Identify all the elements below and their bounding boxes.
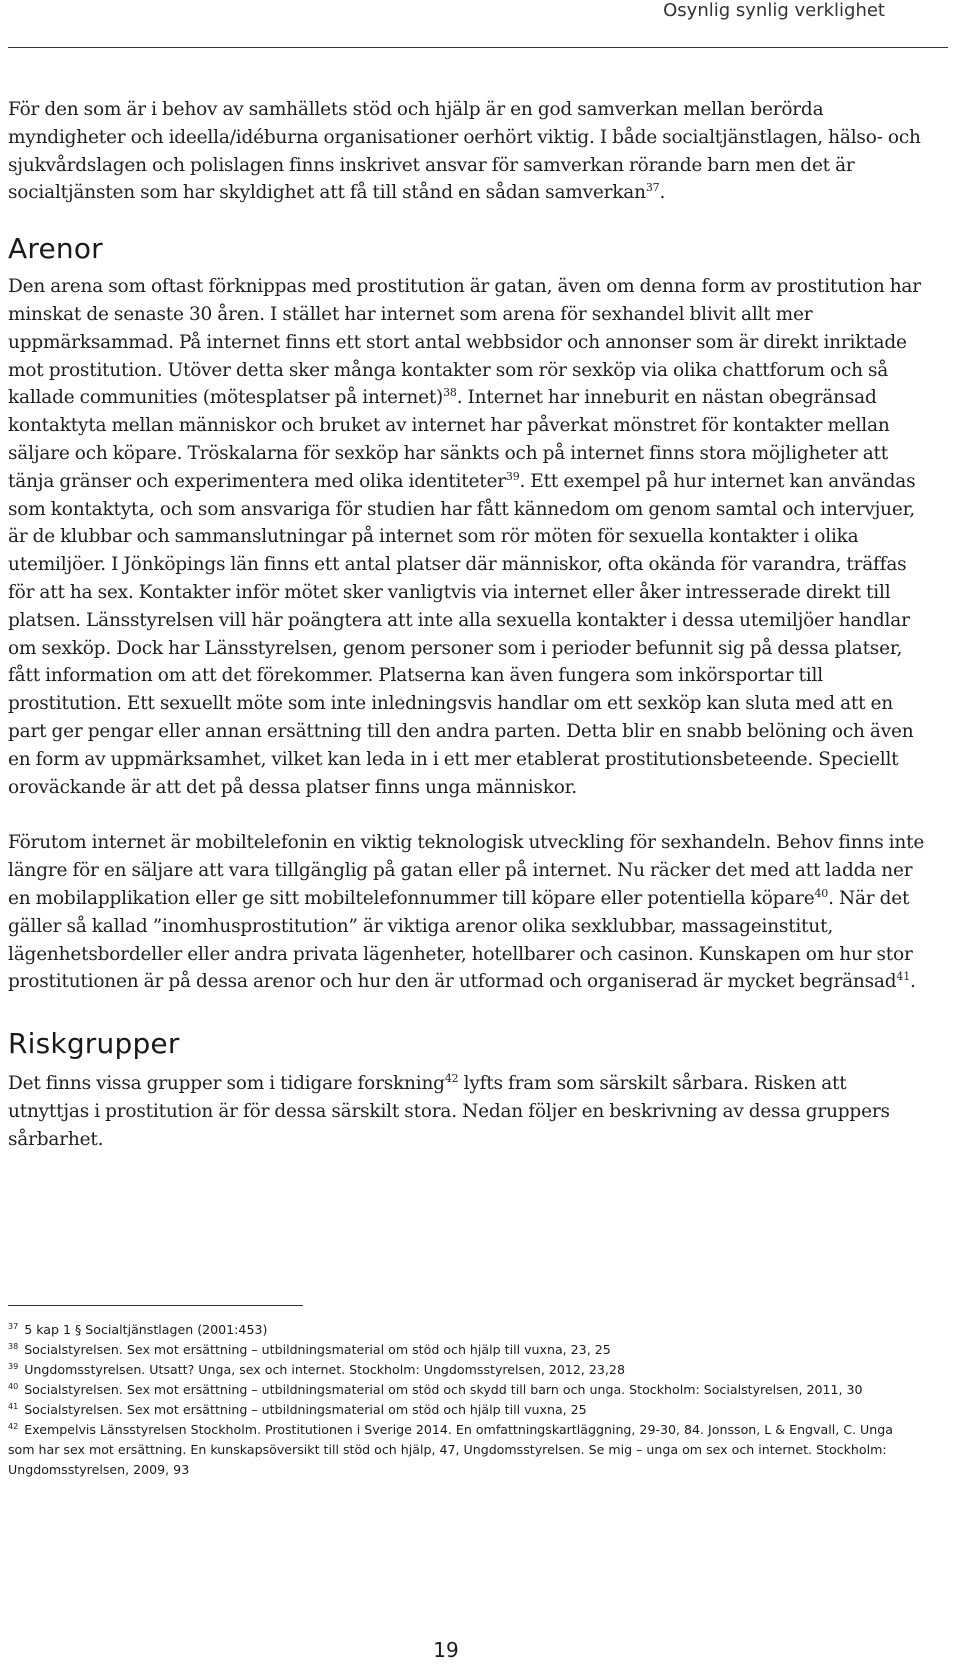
footnote-37	[8, 1320, 908, 1340]
intro-end: .	[659, 182, 666, 204]
footnote-text: Socialstyrelsen. Sex mot ersättning – utbildningsmaterial om stöd och hjälp till vuxna, 23, 25	[24, 1342, 611, 1357]
footnote-number: 38	[8, 1341, 19, 1351]
footnote-ref-39[interactable]: 39	[505, 469, 520, 483]
footnote-ref-38[interactable]: 38	[443, 386, 457, 400]
arenor-text-2: . Internet har inneburit en nästan obegränsad kontaktyta mellan människor och bruket av internet har påverkat mönstret för kontakter mellan säljare och köpare. Tröskalarna för sexköp har sänkts och på internet finns stora möjligheter att tänja gränser och experimentera med olika identiteter	[8, 387, 890, 492]
risk-text-1: Det finns vissa grupper som i tidigare forskning	[8, 1073, 445, 1095]
footnote-number: 37	[8, 1321, 19, 1331]
riskgrupper-paragraph	[8, 1070, 928, 1153]
footnote-ref-37[interactable]: 37	[645, 181, 660, 195]
footnote-40	[8, 1380, 908, 1400]
footnote-text: 5 kap 1 § Socialtjänstlagen (2001:453)	[24, 1322, 268, 1337]
heading-arenor: Arenor	[8, 232, 103, 266]
page-number: 19	[433, 1638, 459, 1662]
footnote-text: Socialstyrelsen. Sex mot ersättning – utbildningsmaterial om stöd och hjälp till vuxna, 25	[24, 1402, 587, 1417]
arenor-paragraph	[8, 273, 928, 801]
footnote-number: 39	[8, 1361, 19, 1371]
running-header: Osynlig synlig verklighet	[663, 0, 885, 21]
forutom-paragraph	[8, 829, 928, 996]
intro-text: För den som är i behov av samhällets stöd och hjälp är en god samverkan mellan berörda myndigheter och ideella/idéburna organisationer oerhört viktig. I både socialtjänstlagen, hälso- och sjukvårdslagen och polislagen finns inskrivet ansvar för samverkan rörande barn men det är socialtjänsten som har skyldighet att få till stånd en sådan samverkan	[8, 99, 921, 204]
footnote-42	[8, 1420, 908, 1480]
heading-riskgrupper: Riskgrupper	[8, 1027, 180, 1061]
body-content	[8, 96, 928, 1154]
footnote-text: Exempelvis Länsstyrelsen Stockholm. Prostitutionen i Sverige 2014. En omfattningskartläggning, 29-30, 84. Jonsson, L & Engvall, C. Unga som har sex mot ersättning. En kunskapsöversikt till stöd och hjälp, 47, Ungdomsstyrelsen. Se mig – unga om sex och internet. Stockholm: Ungdomsstyrelsen, 2009, 93	[8, 1422, 893, 1477]
footnote-number: 41	[8, 1401, 19, 1411]
footnote-text: Ungdomsstyrelsen. Utsatt? Unga, sex och internet. Stockholm: Ungdomsstyrelsen, 2012, 23,28	[24, 1362, 625, 1377]
forutom-text-2: . När det gäller så kallad ”inomhusprostitution” är viktiga arenor olika sexklubbar, massageinstitut, lägenhetsbordeller eller andra privata lägenheter, hotellbarer och casinon. Kunskapen om hur stor prostitutionen är på dessa arenor och hur den är utformad och organiserad är mycket begränsad	[8, 887, 913, 993]
footnote-rule	[8, 1305, 303, 1306]
intro-paragraph	[8, 96, 928, 207]
forutom-text-1: Förutom internet är mobiltelefonin en viktig teknologisk utveckling för sexhandeln. Behov finns inte längre för en säljare att vara tillgänglig på gatan eller på internet. Nu räcker det med att ladda ner en mobilapplikation eller ge sitt mobiltelefonnummer till köpare eller potentiella köpare	[8, 832, 925, 909]
footnote-ref-40[interactable]: 40	[814, 886, 829, 900]
header-rule	[8, 47, 948, 48]
footnote-38	[8, 1340, 908, 1360]
footnote-number: 42	[8, 1421, 19, 1431]
risk-text-2: lyfts fram som särskilt sårbara. Risken att utnyttjas i prostitution är för dessa särskilt stora. Nedan följer en beskrivning av dessa gruppers sårbarhet.	[8, 1073, 890, 1150]
footnotes	[8, 1320, 908, 1480]
arenor-text-3: . Ett exempel på hur internet kan användas som kontaktyta, och som ansvariga för studien har fått kännedom om genom samtal och intervjuer, är de klubbar och sammanslutningar på internet som rör möten för sexuella kontakter i olika utemiljöer. I Jönköpings län finns ett antal platser där människor, ofta okända för varandra, träffas för att ha sex. Kontakter inför mötet sker vanligtvis via internet eller åker intresserade direkt till platsen. Länsstyrelsen vill här poängtera att inte alla sexuella kontakter i dessa utemiljöer handlar om sexköp. Dock har Länsstyrelsen, genom personer som i perioder befunnit sig på dessa platser, fått information om att det förekommer. Platserna kan även fungera som inkörsportar till prostitution. Ett sexuellt möte som inte inledningsvis handlar om ett sexköp kan sluta med att en part ger pengar eller annan ersättning till den andra parten. Detta blir en snabb belöning och även en form av uppmärksamhet, vilket kan leda in i ett mer etablerat prostitutionsbeteende. Speciellt oroväckande är att det på dessa platser finns unga människor.	[8, 470, 916, 798]
footnote-ref-41[interactable]: 41	[896, 970, 911, 984]
footnote-41	[8, 1400, 908, 1420]
footnote-39	[8, 1360, 908, 1380]
footnote-ref-42[interactable]: 42	[444, 1071, 459, 1085]
footnote-number: 40	[8, 1381, 19, 1391]
arenor-text-1: Den arena som oftast förknippas med prostitution är gatan, även om denna form av prostitution har minskat de senaste 30 åren. I stället har internet som arena för sexhandel blivit allt mer uppmärksammad. På internet finns ett stort antal webbsidor och annonser som är direkt inriktade mot prostitution. Utöver detta sker många kontakter som rör sexköp via olika chattforum och så kallade communities (mötesplatser på internet)	[8, 276, 921, 409]
forutom-text-3: .	[910, 971, 916, 993]
footnote-text: Socialstyrelsen. Sex mot ersättning – utbildningsmaterial om stöd och skydd till barn och unga. Stockholm: Socialstyrelsen, 2011, 30	[24, 1382, 863, 1397]
